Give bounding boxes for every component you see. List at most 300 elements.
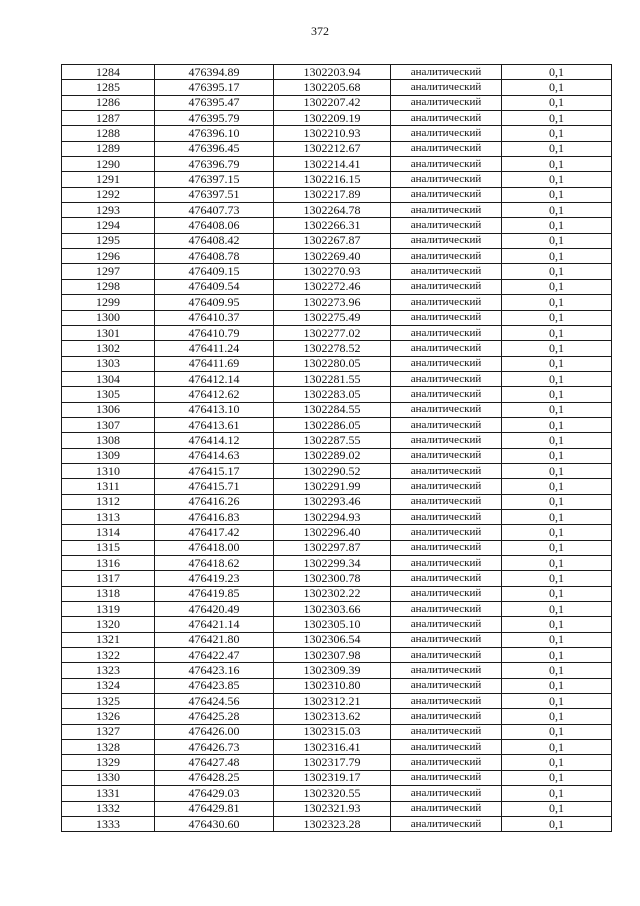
accuracy-cell: 0,1 — [502, 740, 612, 755]
y-coordinate-cell: 1302302.22 — [274, 586, 391, 601]
method-cell: аналитический — [391, 786, 502, 801]
point-number-cell: 1318 — [62, 586, 155, 601]
y-coordinate-cell: 1302264.78 — [274, 203, 391, 218]
table-row — [62, 556, 612, 571]
x-coordinate-cell: 476413.10 — [155, 402, 274, 417]
accuracy-cell: 0,1 — [502, 172, 612, 187]
y-coordinate-cell: 1302212.67 — [274, 141, 391, 156]
accuracy-cell: 0,1 — [502, 325, 612, 340]
point-number-cell: 1304 — [62, 371, 155, 386]
method-cell: аналитический — [391, 556, 502, 571]
x-coordinate-cell: 476419.85 — [155, 586, 274, 601]
x-coordinate-cell: 476415.71 — [155, 479, 274, 494]
accuracy-cell: 0,1 — [502, 402, 612, 417]
table-row — [62, 310, 612, 325]
x-coordinate-cell: 476418.62 — [155, 556, 274, 571]
table-row — [62, 724, 612, 739]
point-number-cell: 1328 — [62, 740, 155, 755]
point-number-cell: 1291 — [62, 172, 155, 187]
method-cell: аналитический — [391, 157, 502, 172]
point-number-cell: 1312 — [62, 494, 155, 509]
table-row — [62, 648, 612, 663]
accuracy-cell: 0,1 — [502, 586, 612, 601]
y-coordinate-cell: 1302294.93 — [274, 509, 391, 524]
method-cell: аналитический — [391, 203, 502, 218]
method-cell: аналитический — [391, 632, 502, 647]
accuracy-cell: 0,1 — [502, 632, 612, 647]
y-coordinate-cell: 1302280.05 — [274, 356, 391, 371]
method-cell: аналитический — [391, 126, 502, 141]
accuracy-cell: 0,1 — [502, 540, 612, 555]
point-number-cell: 1316 — [62, 556, 155, 571]
y-coordinate-cell: 1302296.40 — [274, 525, 391, 540]
x-coordinate-cell: 476411.69 — [155, 356, 274, 371]
x-coordinate-cell: 476416.83 — [155, 509, 274, 524]
coordinates-table-body — [62, 65, 612, 832]
accuracy-cell: 0,1 — [502, 417, 612, 432]
table-row — [62, 709, 612, 724]
method-cell: аналитический — [391, 325, 502, 340]
accuracy-cell: 0,1 — [502, 463, 612, 478]
x-coordinate-cell: 476414.63 — [155, 448, 274, 463]
table-row — [62, 157, 612, 172]
point-number-cell: 1284 — [62, 65, 155, 80]
accuracy-cell: 0,1 — [502, 663, 612, 678]
table-row — [62, 525, 612, 540]
method-cell: аналитический — [391, 402, 502, 417]
point-number-cell: 1311 — [62, 479, 155, 494]
point-number-cell: 1307 — [62, 417, 155, 432]
accuracy-cell: 0,1 — [502, 233, 612, 248]
table-row — [62, 540, 612, 555]
accuracy-cell: 0,1 — [502, 433, 612, 448]
method-cell: аналитический — [391, 709, 502, 724]
x-coordinate-cell: 476410.37 — [155, 310, 274, 325]
method-cell: аналитический — [391, 770, 502, 785]
table-row — [62, 80, 612, 95]
x-coordinate-cell: 476421.14 — [155, 617, 274, 632]
accuracy-cell: 0,1 — [502, 141, 612, 156]
x-coordinate-cell: 476408.78 — [155, 249, 274, 264]
table-row — [62, 95, 612, 110]
coordinates-table — [61, 64, 612, 832]
x-coordinate-cell: 476397.51 — [155, 187, 274, 202]
y-coordinate-cell: 1302316.41 — [274, 740, 391, 755]
method-cell: аналитический — [391, 356, 502, 371]
method-cell: аналитический — [391, 801, 502, 816]
table-row — [62, 341, 612, 356]
method-cell: аналитический — [391, 602, 502, 617]
x-coordinate-cell: 476395.17 — [155, 80, 274, 95]
table-row — [62, 417, 612, 432]
accuracy-cell: 0,1 — [502, 341, 612, 356]
point-number-cell: 1305 — [62, 387, 155, 402]
x-coordinate-cell: 476396.79 — [155, 157, 274, 172]
y-coordinate-cell: 1302281.55 — [274, 371, 391, 386]
table-row — [62, 571, 612, 586]
method-cell: аналитический — [391, 663, 502, 678]
method-cell: аналитический — [391, 678, 502, 693]
table-row — [62, 602, 612, 617]
method-cell: аналитический — [391, 648, 502, 663]
x-coordinate-cell: 476409.95 — [155, 295, 274, 310]
point-number-cell: 1323 — [62, 663, 155, 678]
table-row — [62, 264, 612, 279]
x-coordinate-cell: 476408.06 — [155, 218, 274, 233]
y-coordinate-cell: 1302307.98 — [274, 648, 391, 663]
y-coordinate-cell: 1302305.10 — [274, 617, 391, 632]
table-row — [62, 755, 612, 770]
point-number-cell: 1322 — [62, 648, 155, 663]
x-coordinate-cell: 476412.14 — [155, 371, 274, 386]
x-coordinate-cell: 476395.79 — [155, 111, 274, 126]
y-coordinate-cell: 1302266.31 — [274, 218, 391, 233]
method-cell: аналитический — [391, 233, 502, 248]
method-cell: аналитический — [391, 479, 502, 494]
method-cell: аналитический — [391, 218, 502, 233]
y-coordinate-cell: 1302267.87 — [274, 233, 391, 248]
y-coordinate-cell: 1302209.19 — [274, 111, 391, 126]
accuracy-cell: 0,1 — [502, 494, 612, 509]
y-coordinate-cell: 1302321.93 — [274, 801, 391, 816]
accuracy-cell: 0,1 — [502, 755, 612, 770]
point-number-cell: 1317 — [62, 571, 155, 586]
table-row — [62, 632, 612, 647]
method-cell: аналитический — [391, 433, 502, 448]
method-cell: аналитический — [391, 755, 502, 770]
method-cell: аналитический — [391, 371, 502, 386]
y-coordinate-cell: 1302287.55 — [274, 433, 391, 448]
accuracy-cell: 0,1 — [502, 111, 612, 126]
accuracy-cell: 0,1 — [502, 95, 612, 110]
table-row — [62, 678, 612, 693]
x-coordinate-cell: 476410.79 — [155, 325, 274, 340]
point-number-cell: 1329 — [62, 755, 155, 770]
x-coordinate-cell: 476415.17 — [155, 463, 274, 478]
y-coordinate-cell: 1302272.46 — [274, 279, 391, 294]
point-number-cell: 1327 — [62, 724, 155, 739]
y-coordinate-cell: 1302205.68 — [274, 80, 391, 95]
accuracy-cell: 0,1 — [502, 678, 612, 693]
table-row — [62, 402, 612, 417]
accuracy-cell: 0,1 — [502, 448, 612, 463]
accuracy-cell: 0,1 — [502, 310, 612, 325]
accuracy-cell: 0,1 — [502, 371, 612, 386]
accuracy-cell: 0,1 — [502, 694, 612, 709]
accuracy-cell: 0,1 — [502, 387, 612, 402]
point-number-cell: 1308 — [62, 433, 155, 448]
point-number-cell: 1314 — [62, 525, 155, 540]
accuracy-cell: 0,1 — [502, 770, 612, 785]
point-number-cell: 1299 — [62, 295, 155, 310]
accuracy-cell: 0,1 — [502, 187, 612, 202]
point-number-cell: 1295 — [62, 233, 155, 248]
table-row — [62, 65, 612, 80]
x-coordinate-cell: 476408.42 — [155, 233, 274, 248]
point-number-cell: 1289 — [62, 141, 155, 156]
accuracy-cell: 0,1 — [502, 602, 612, 617]
table-row — [62, 448, 612, 463]
method-cell: аналитический — [391, 740, 502, 755]
y-coordinate-cell: 1302310.80 — [274, 678, 391, 693]
method-cell: аналитический — [391, 417, 502, 432]
x-coordinate-cell: 476421.80 — [155, 632, 274, 647]
table-row — [62, 111, 612, 126]
point-number-cell: 1293 — [62, 203, 155, 218]
accuracy-cell: 0,1 — [502, 648, 612, 663]
x-coordinate-cell: 476422.47 — [155, 648, 274, 663]
y-coordinate-cell: 1302203.94 — [274, 65, 391, 80]
accuracy-cell: 0,1 — [502, 556, 612, 571]
method-cell: аналитический — [391, 141, 502, 156]
y-coordinate-cell: 1302289.02 — [274, 448, 391, 463]
x-coordinate-cell: 476409.15 — [155, 264, 274, 279]
y-coordinate-cell: 1302270.93 — [274, 264, 391, 279]
y-coordinate-cell: 1302315.03 — [274, 724, 391, 739]
y-coordinate-cell: 1302317.79 — [274, 755, 391, 770]
x-coordinate-cell: 476395.47 — [155, 95, 274, 110]
accuracy-cell: 0,1 — [502, 264, 612, 279]
y-coordinate-cell: 1302273.96 — [274, 295, 391, 310]
point-number-cell: 1324 — [62, 678, 155, 693]
accuracy-cell: 0,1 — [502, 356, 612, 371]
point-number-cell: 1290 — [62, 157, 155, 172]
y-coordinate-cell: 1302299.34 — [274, 556, 391, 571]
table-row — [62, 203, 612, 218]
point-number-cell: 1306 — [62, 402, 155, 417]
x-coordinate-cell: 476426.73 — [155, 740, 274, 755]
table-row — [62, 387, 612, 402]
accuracy-cell: 0,1 — [502, 65, 612, 80]
table-row — [62, 786, 612, 801]
accuracy-cell: 0,1 — [502, 249, 612, 264]
point-number-cell: 1332 — [62, 801, 155, 816]
table-row — [62, 218, 612, 233]
x-coordinate-cell: 476429.03 — [155, 786, 274, 801]
table-row — [62, 816, 612, 831]
x-coordinate-cell: 476414.12 — [155, 433, 274, 448]
page-number: 372 — [311, 24, 329, 38]
method-cell: аналитический — [391, 617, 502, 632]
point-number-cell: 1310 — [62, 463, 155, 478]
table-row — [62, 249, 612, 264]
method-cell: аналитический — [391, 95, 502, 110]
point-number-cell: 1325 — [62, 694, 155, 709]
y-coordinate-cell: 1302309.39 — [274, 663, 391, 678]
point-number-cell: 1309 — [62, 448, 155, 463]
accuracy-cell: 0,1 — [502, 571, 612, 586]
method-cell: аналитический — [391, 724, 502, 739]
table-row — [62, 740, 612, 755]
y-coordinate-cell: 1302303.66 — [274, 602, 391, 617]
y-coordinate-cell: 1302283.05 — [274, 387, 391, 402]
table-row — [62, 279, 612, 294]
method-cell: аналитический — [391, 816, 502, 831]
method-cell: аналитический — [391, 509, 502, 524]
method-cell: аналитический — [391, 540, 502, 555]
point-number-cell: 1294 — [62, 218, 155, 233]
method-cell: аналитический — [391, 571, 502, 586]
x-coordinate-cell: 476396.10 — [155, 126, 274, 141]
method-cell: аналитический — [391, 694, 502, 709]
method-cell: аналитический — [391, 111, 502, 126]
method-cell: аналитический — [391, 172, 502, 187]
table-row — [62, 479, 612, 494]
table-row — [62, 126, 612, 141]
point-number-cell: 1287 — [62, 111, 155, 126]
x-coordinate-cell: 476418.00 — [155, 540, 274, 555]
table-row — [62, 433, 612, 448]
method-cell: аналитический — [391, 264, 502, 279]
y-coordinate-cell: 1302293.46 — [274, 494, 391, 509]
x-coordinate-cell: 476413.61 — [155, 417, 274, 432]
point-number-cell: 1297 — [62, 264, 155, 279]
point-number-cell: 1301 — [62, 325, 155, 340]
method-cell: аналитический — [391, 525, 502, 540]
y-coordinate-cell: 1302312.21 — [274, 694, 391, 709]
point-number-cell: 1333 — [62, 816, 155, 831]
accuracy-cell: 0,1 — [502, 816, 612, 831]
x-coordinate-cell: 476397.15 — [155, 172, 274, 187]
accuracy-cell: 0,1 — [502, 479, 612, 494]
accuracy-cell: 0,1 — [502, 203, 612, 218]
table-row — [62, 325, 612, 340]
table-row — [62, 295, 612, 310]
table-row — [62, 356, 612, 371]
y-coordinate-cell: 1302217.89 — [274, 187, 391, 202]
y-coordinate-cell: 1302278.52 — [274, 341, 391, 356]
y-coordinate-cell: 1302216.15 — [274, 172, 391, 187]
y-coordinate-cell: 1302277.02 — [274, 325, 391, 340]
point-number-cell: 1285 — [62, 80, 155, 95]
x-coordinate-cell: 476419.23 — [155, 571, 274, 586]
method-cell: аналитический — [391, 494, 502, 509]
accuracy-cell: 0,1 — [502, 786, 612, 801]
y-coordinate-cell: 1302214.41 — [274, 157, 391, 172]
x-coordinate-cell: 476423.85 — [155, 678, 274, 693]
y-coordinate-cell: 1302275.49 — [274, 310, 391, 325]
y-coordinate-cell: 1302286.05 — [274, 417, 391, 432]
point-number-cell: 1298 — [62, 279, 155, 294]
x-coordinate-cell: 476396.45 — [155, 141, 274, 156]
method-cell: аналитический — [391, 463, 502, 478]
x-coordinate-cell: 476407.73 — [155, 203, 274, 218]
method-cell: аналитический — [391, 295, 502, 310]
x-coordinate-cell: 476412.62 — [155, 387, 274, 402]
point-number-cell: 1321 — [62, 632, 155, 647]
table-row — [62, 663, 612, 678]
table-row — [62, 617, 612, 632]
table-row — [62, 801, 612, 816]
y-coordinate-cell: 1302313.62 — [274, 709, 391, 724]
point-number-cell: 1302 — [62, 341, 155, 356]
accuracy-cell: 0,1 — [502, 279, 612, 294]
accuracy-cell: 0,1 — [502, 80, 612, 95]
x-coordinate-cell: 476428.25 — [155, 770, 274, 785]
x-coordinate-cell: 476416.26 — [155, 494, 274, 509]
table-row — [62, 233, 612, 248]
x-coordinate-cell: 476424.56 — [155, 694, 274, 709]
table-row — [62, 770, 612, 785]
accuracy-cell: 0,1 — [502, 617, 612, 632]
table-row — [62, 172, 612, 187]
y-coordinate-cell: 1302323.28 — [274, 816, 391, 831]
table-row — [62, 141, 612, 156]
y-coordinate-cell: 1302319.17 — [274, 770, 391, 785]
y-coordinate-cell: 1302290.52 — [274, 463, 391, 478]
x-coordinate-cell: 476409.54 — [155, 279, 274, 294]
accuracy-cell: 0,1 — [502, 724, 612, 739]
table-row — [62, 187, 612, 202]
y-coordinate-cell: 1302306.54 — [274, 632, 391, 647]
method-cell: аналитический — [391, 80, 502, 95]
accuracy-cell: 0,1 — [502, 509, 612, 524]
method-cell: аналитический — [391, 586, 502, 601]
y-coordinate-cell: 1302297.87 — [274, 540, 391, 555]
table-row — [62, 694, 612, 709]
x-coordinate-cell: 476429.81 — [155, 801, 274, 816]
method-cell: аналитический — [391, 279, 502, 294]
y-coordinate-cell: 1302269.40 — [274, 249, 391, 264]
point-number-cell: 1296 — [62, 249, 155, 264]
point-number-cell: 1315 — [62, 540, 155, 555]
method-cell: аналитический — [391, 341, 502, 356]
table-row — [62, 494, 612, 509]
x-coordinate-cell: 476417.42 — [155, 525, 274, 540]
method-cell: аналитический — [391, 187, 502, 202]
y-coordinate-cell: 1302284.55 — [274, 402, 391, 417]
y-coordinate-cell: 1302291.99 — [274, 479, 391, 494]
accuracy-cell: 0,1 — [502, 126, 612, 141]
table-row — [62, 586, 612, 601]
method-cell: аналитический — [391, 65, 502, 80]
point-number-cell: 1320 — [62, 617, 155, 632]
point-number-cell: 1331 — [62, 786, 155, 801]
accuracy-cell: 0,1 — [502, 801, 612, 816]
method-cell: аналитический — [391, 249, 502, 264]
x-coordinate-cell: 476426.00 — [155, 724, 274, 739]
point-number-cell: 1319 — [62, 602, 155, 617]
point-number-cell: 1288 — [62, 126, 155, 141]
point-number-cell: 1330 — [62, 770, 155, 785]
x-coordinate-cell: 476425.28 — [155, 709, 274, 724]
x-coordinate-cell: 476420.49 — [155, 602, 274, 617]
x-coordinate-cell: 476394.89 — [155, 65, 274, 80]
y-coordinate-cell: 1302207.42 — [274, 95, 391, 110]
accuracy-cell: 0,1 — [502, 218, 612, 233]
accuracy-cell: 0,1 — [502, 157, 612, 172]
y-coordinate-cell: 1302210.93 — [274, 126, 391, 141]
point-number-cell: 1300 — [62, 310, 155, 325]
x-coordinate-cell: 476427.48 — [155, 755, 274, 770]
table-row — [62, 371, 612, 386]
accuracy-cell: 0,1 — [502, 295, 612, 310]
table-row — [62, 509, 612, 524]
y-coordinate-cell: 1302320.55 — [274, 786, 391, 801]
x-coordinate-cell: 476430.60 — [155, 816, 274, 831]
method-cell: аналитический — [391, 448, 502, 463]
point-number-cell: 1326 — [62, 709, 155, 724]
table-row — [62, 463, 612, 478]
x-coordinate-cell: 476411.24 — [155, 341, 274, 356]
accuracy-cell: 0,1 — [502, 709, 612, 724]
point-number-cell: 1303 — [62, 356, 155, 371]
point-number-cell: 1292 — [62, 187, 155, 202]
method-cell: аналитический — [391, 310, 502, 325]
point-number-cell: 1313 — [62, 509, 155, 524]
method-cell: аналитический — [391, 387, 502, 402]
point-number-cell: 1286 — [62, 95, 155, 110]
